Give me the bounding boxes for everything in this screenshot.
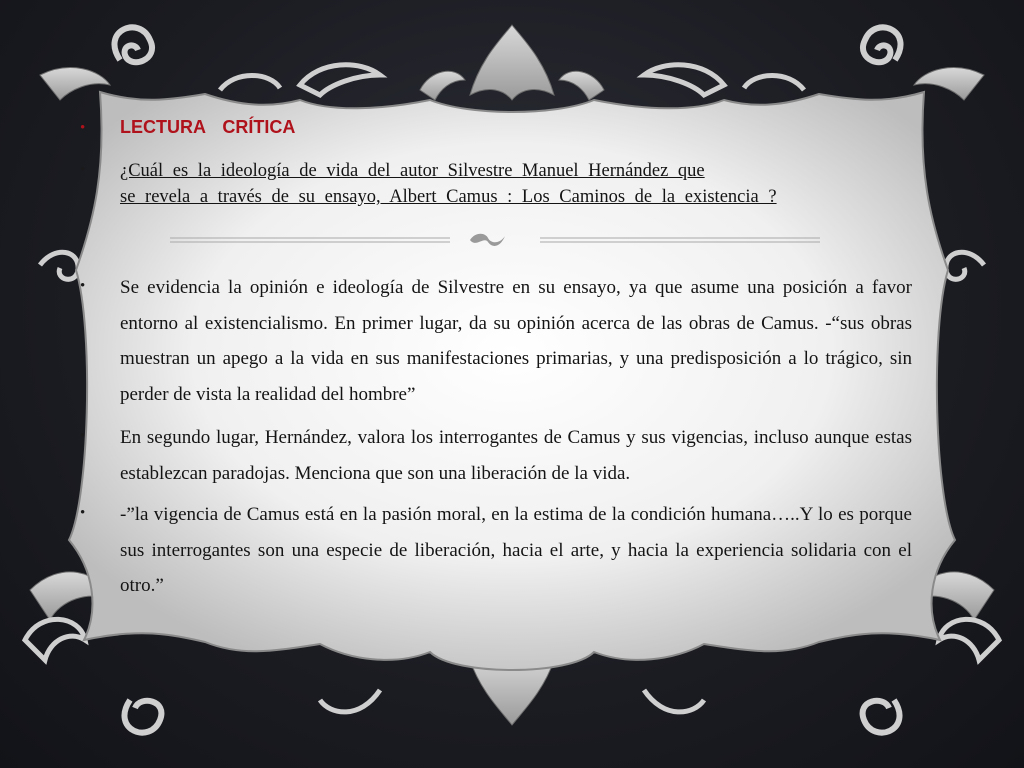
top-ornaments xyxy=(40,25,984,100)
slide-heading: LECTURA CRÍTICA xyxy=(120,117,296,137)
paragraph-2: En segundo lugar, Hernández, valora los interrogantes de Camus y sus vigencias, incluso aunque estas establezcan paradojas. Menciona que son una liberación de la vida. xyxy=(120,427,912,484)
bullet-marker: • xyxy=(80,162,86,178)
paragraph-row-3 xyxy=(80,497,912,604)
bullet-marker: • xyxy=(80,278,86,294)
paragraph-row-2 xyxy=(80,420,912,491)
question-row xyxy=(80,158,912,210)
paragraph-3: -”la vigencia de Camus está en la pasión moral, en la estima de la condición humana…..Y lo es porque sus interrogantes son una especie de liberación, hacia el arte, y hacia la experiencia solidaria con el otro.” xyxy=(120,504,912,596)
paragraph-1: Se evidencia la opinión e ideología de Silvestre en su ensayo, ya que asume una posición a favor entorno al existencialismo. En primer lugar, da su opinión acerca de las obras de Camus. -“sus obras muestran un apego a la vida en sus manifestaciones primarias, y una predisposición a lo trágico, sin perder de vista la realidad del hombre” xyxy=(120,277,912,405)
bullet-marker: • xyxy=(80,505,86,521)
question-line-2: se revela a través de su ensayo, Albert Camus : Los Caminos de la existencia ? xyxy=(120,187,777,207)
heading-row xyxy=(80,112,912,142)
paragraph-row-1 xyxy=(80,270,912,412)
bullet-marker: • xyxy=(80,428,86,444)
question-line-1: ¿Cuál es la ideología de vida del autor Silvestre Manuel Hernández que xyxy=(120,161,705,181)
decorative-divider xyxy=(170,230,820,250)
bullet-marker: • xyxy=(80,120,86,136)
